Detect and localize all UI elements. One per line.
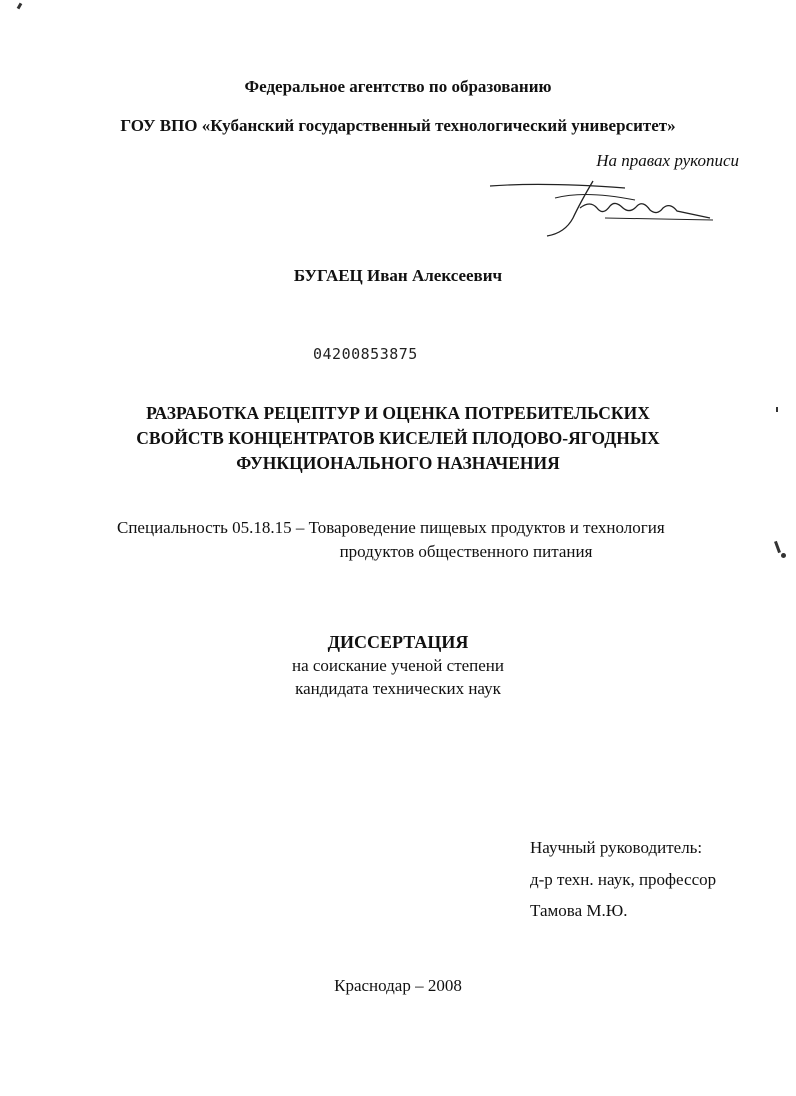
title-line: РАЗРАБОТКА РЕЦЕПТУР И ОЦЕНКА ПОТРЕБИТЕЛЬСКИХ — [146, 403, 650, 423]
specialty-line-1: Специальность 05.18.15 – Товароведение пищевых продуктов и технология — [117, 518, 665, 537]
title-line: СВОЙСТВ КОНЦЕНТРАТОВ КИСЕЛЕЙ ПЛОДОВО-ЯГОДНЫХ — [136, 428, 660, 448]
dissertation-title — [0, 401, 796, 476]
university-name: ГОУ ВПО «Кубанский государственный технологический университет» — [120, 116, 676, 135]
scan-speck — [781, 553, 786, 558]
title-line: ФУНКЦИОНАЛЬНОГО НАЗНАЧЕНИЯ — [236, 453, 560, 473]
signature-image — [485, 178, 715, 238]
agency-name: Федеральное агентство по образованию — [244, 77, 552, 96]
degree-line-2: кандидата технических наук — [295, 679, 501, 698]
manuscript-note: На правах рукописи — [596, 151, 739, 170]
scan-speck — [17, 3, 23, 10]
document-type: ДИССЕРТАЦИЯ — [327, 632, 469, 652]
degree-line-1: на соискание ученой степени — [291, 656, 505, 675]
supervisor-label: Научный руководитель: — [530, 838, 703, 857]
supervisor-name: Тамова М.Ю. — [530, 901, 628, 920]
scan-speck — [776, 407, 778, 412]
city-year: Краснодар – 2008 — [334, 976, 462, 995]
author-name: БУГАЕЦ Иван Алексеевич — [293, 266, 503, 285]
catalog-code: 04200853875 — [313, 345, 418, 363]
specialty-line-2: продуктов общественного питания — [339, 542, 593, 561]
supervisor-credentials: д-р техн. наук, профессор — [530, 870, 717, 889]
